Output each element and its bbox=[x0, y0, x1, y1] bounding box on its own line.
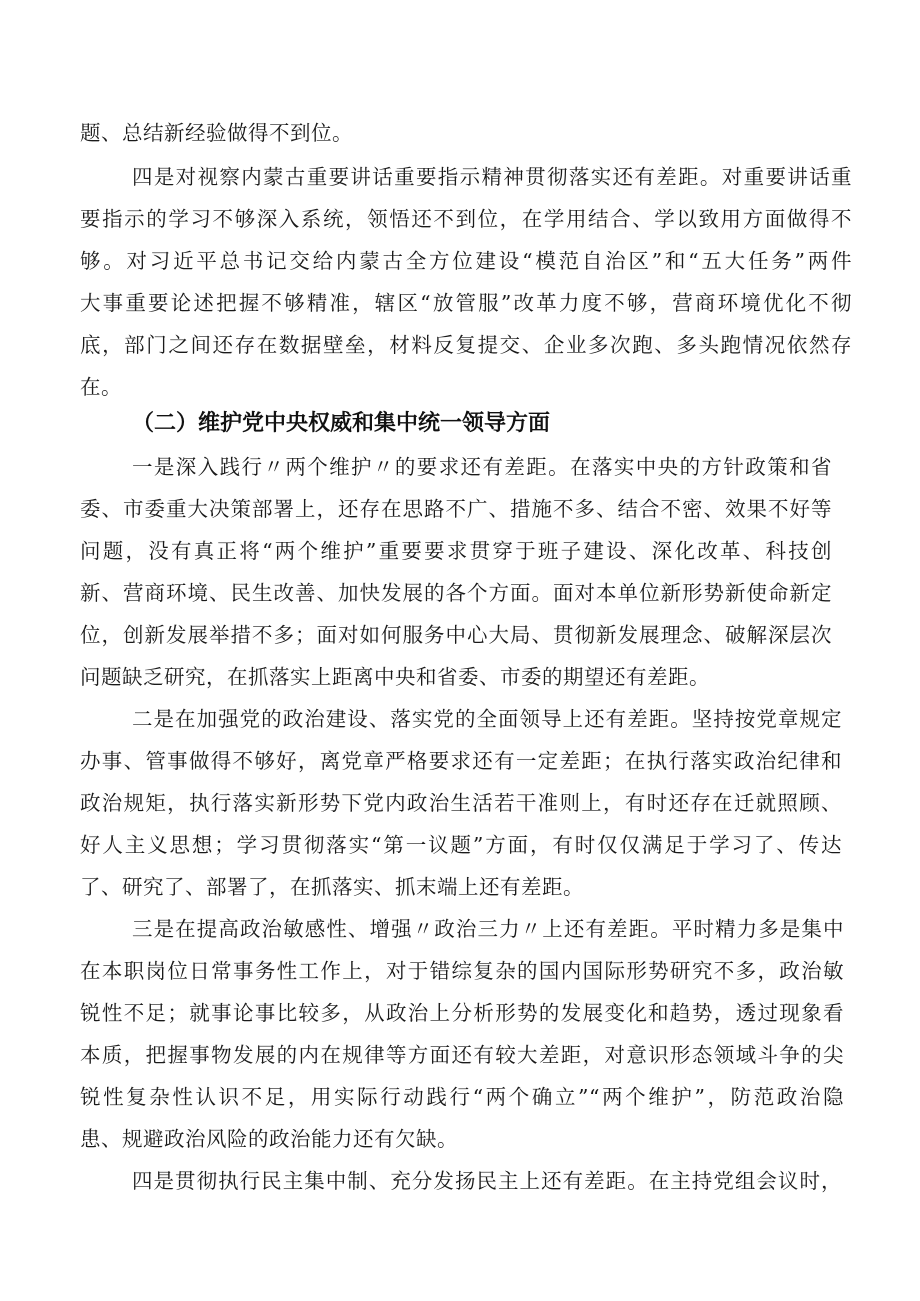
paragraph-line: 题、总结新经验做得不到位。 bbox=[80, 121, 353, 145]
paragraph-line: 办事、管事做得不够好，离党章严格要求还有一定差距；在执行落实政治纪律和 bbox=[80, 749, 842, 773]
paragraph-line: 锐性复杂性认识不足，用实际行动践行“两个确立”“两个维护”，防范政治隐 bbox=[80, 1085, 844, 1109]
paragraph-line: 三是在提高政治敏感性、增强〃政治三力〃上还有差距。平时精力多是集中 bbox=[132, 917, 844, 941]
paragraph-line: 够。对习近平总书记交给内蒙古全方位建设“模范自治区”和“五大任务”两件 bbox=[80, 249, 852, 273]
paragraph-line: 政治规矩，执行落实新形势下党内政治生活若干准则上，有时还存在迁就照顾、 bbox=[80, 791, 842, 815]
paragraph-line: 大事重要论述把握不够精准，辖区“放管服”改革力度不够，营商环境优化不彻 bbox=[80, 291, 852, 315]
paragraph-line: 委、市委重大决策部署上，还存在思路不广、措施不多、结合不密、效果不好等 bbox=[80, 497, 832, 521]
paragraph-line: 四是贯彻执行民主集中制、充分发扬民主上还有差距。在主持党组会议时， bbox=[132, 1169, 842, 1193]
paragraph-line: 四是对视察内蒙古重要讲话重要指示精神贯彻落实还有差距。对重要讲话重 bbox=[132, 165, 852, 189]
paragraph-line: 在。 bbox=[80, 375, 122, 399]
paragraph-line: 在本职岗位日常事务性工作上，对于错综复杂的国内国际形势研究不多，政治敏 bbox=[80, 959, 844, 983]
section-heading: （二）维护党中央权威和集中统一领导方面 bbox=[132, 411, 551, 436]
paragraph-line: 锐性不足；就事论事比较多，从政治上分析形势的发展变化和趋势，透过现象看 bbox=[80, 1001, 844, 1025]
paragraph-line: 要指示的学习不够深入系统，领悟还不到位，在学用结合、学以致用方面做得不 bbox=[80, 207, 852, 231]
paragraph-line: 底，部门之间还存在数据壁垒，材料反复提交、企业多次跑、多头跑情况依然存 bbox=[80, 333, 852, 357]
paragraph-line: 新、营商环境、民生改善、加快发展的各个方面。面对本单位新形势新使命新定 bbox=[80, 581, 832, 605]
paragraph-line: 本质，把握事物发展的内在规律等方面还有较大差距，对意识形态领域斗争的尖 bbox=[80, 1043, 844, 1067]
paragraph-line: 了、研究了、部署了，在抓落实、抓末端上还有差距。 bbox=[80, 875, 584, 899]
paragraph-line: 问题，没有真正将“两个维护”重要要求贯穿于班子建设、深化改革、科技创 bbox=[80, 539, 832, 563]
paragraph-line: 问题缺乏研究，在抓落实上距离中央和省委、市委的期望还有差距。 bbox=[80, 665, 710, 689]
paragraph-line: 二是在加强党的政治建设、落实党的全面领导上还有差距。坚持按党章规定 bbox=[132, 707, 842, 731]
paragraph-line: 好人主义思想；学习贯彻落实“第一议题”方面，有时仅仅满足于学习了、传达 bbox=[80, 833, 842, 857]
paragraph-line: 患、规避政治风险的政治能力还有欠缺。 bbox=[80, 1127, 458, 1151]
paragraph-line: 位，创新发展举措不多；面对如何服务中心大局、贯彻新发展理念、破解深层次 bbox=[80, 623, 832, 647]
paragraph-line: 一是深入践行〃两个维护〃的要求还有差距。在落实中央的方针政策和省 bbox=[132, 455, 832, 479]
